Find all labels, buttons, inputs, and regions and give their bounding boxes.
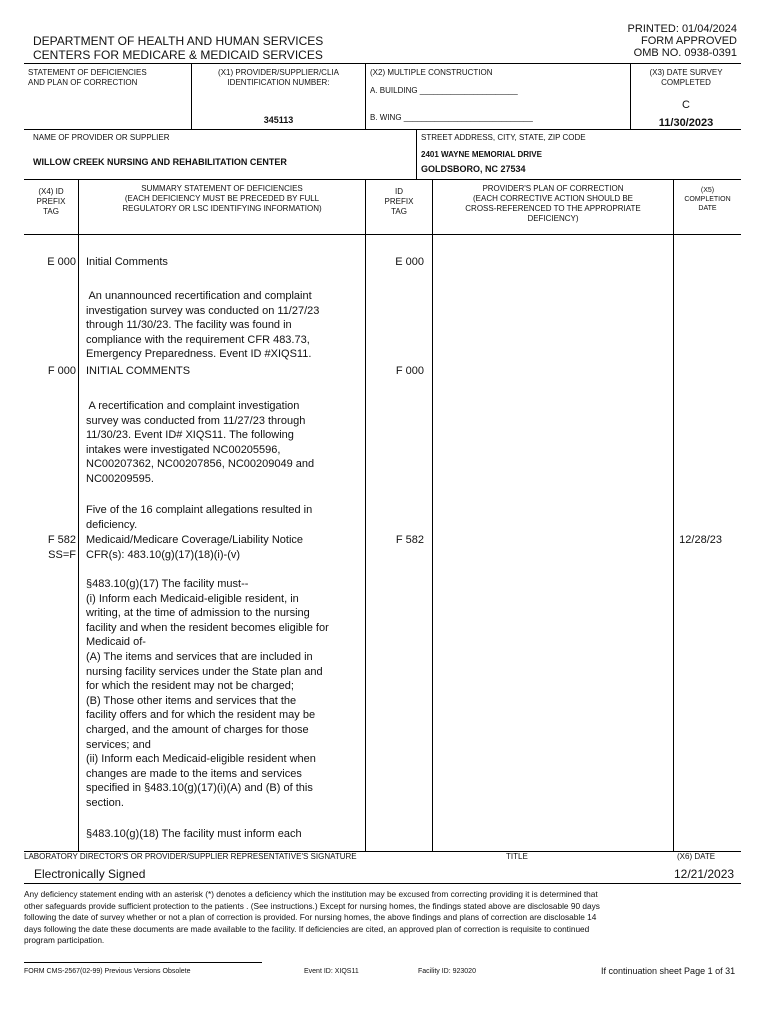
rule — [24, 234, 741, 235]
form-approved: FORM APPROVED — [641, 35, 737, 47]
department-name: DEPARTMENT OF HEALTH AND HUMAN SERVICES — [33, 34, 324, 48]
id-e000: E 000 — [395, 256, 424, 268]
plan-label-2: (EACH CORRECTIVE ACTION SHOULD BE — [472, 194, 634, 203]
x5-label-1: (X5) — [700, 187, 715, 194]
x3-letter: C — [682, 99, 690, 111]
provider-name: WILLOW CREEK NURSING AND REHABILITATION CENTER — [33, 157, 287, 167]
summary-label-2: (EACH DEFICIENCY MUST BE PRECEDED BY FULL — [124, 194, 320, 203]
x2-building: A. BUILDING ______________________ — [370, 86, 518, 95]
tag-f000: F 000 — [47, 365, 76, 377]
x1-label-2: IDENTIFICATION NUMBER: — [227, 78, 330, 87]
rule — [416, 129, 417, 179]
x4-label-2: PREFIX — [36, 197, 66, 206]
rule — [24, 129, 741, 130]
disclaimer-line: days following the date these documents are made available to the facility. If deficiencies are cited, an approved plan of correction is requisite to continued — [24, 923, 590, 934]
f582-text-line: for which the resident may not be charged; — [86, 680, 294, 693]
e000-text-line: An unannounced recertification and complaint — [86, 290, 312, 302]
rule — [673, 179, 674, 851]
f582-text-line: (A) The items and services that are included in — [86, 650, 313, 663]
x3-label-2: COMPLETED — [661, 78, 711, 87]
f582-text-line: nursing facility services under the State plan and — [86, 665, 323, 678]
id-label-2: PREFIX — [384, 197, 414, 206]
disclaimer-line: other safeguards provide sufficient protection to the patients . (See instructions.) Except for nursing homes, the findings stated above are disclosable 90 days — [24, 900, 600, 911]
plan-label-4: DEFICIENCY) — [527, 214, 579, 223]
f582-text-line: (i) Inform each Medicaid-eligible resident, in — [86, 592, 299, 605]
f582-text-line: facility and when the resident becomes eligible for — [86, 621, 329, 634]
e000-text-line: through 11/30/23. The facility was found in — [86, 319, 292, 332]
e000-text-line: Emergency Preparedness. Event ID #XIQS11. — [86, 348, 312, 361]
omb-number: OMB NO. 0938-0391 — [633, 47, 737, 59]
disclaimer-line: following the date of survey whether or not a plan of correction is provided. For nursing homes, the above findings and plans of correction are disclosable 14 — [24, 912, 597, 923]
rule — [78, 179, 79, 851]
printed-date: PRINTED: 01/04/2024 — [627, 23, 737, 35]
x5-label-2: COMPLETION — [684, 196, 731, 203]
facility-id: Facility ID: 923020 — [418, 968, 476, 975]
continuation-sheet: If continuation sheet Page 1 of 31 — [601, 966, 736, 976]
f582-text-line: changes are made to the items and services — [86, 767, 302, 780]
f582-title: Medicaid/Medicare Coverage/Liability Notice — [86, 534, 304, 546]
plan-label-1: PROVIDER'S PLAN OF CORRECTION — [482, 184, 624, 193]
form-number: FORM CMS-2567(02-99) Previous Versions Obsolete — [24, 968, 191, 975]
f582-text-line: Medicaid of- — [86, 636, 146, 649]
f582-text-line: services; and — [86, 738, 151, 751]
x2-wing: B. WING _____________________________ — [370, 113, 533, 122]
f000-text-line: 11/30/23. Event ID# XIQS11. The following — [86, 429, 294, 442]
title-label: TITLE — [506, 852, 528, 861]
event-id: Event ID: XIQS11 — [304, 968, 359, 975]
plan-label-3: CROSS-REFERENCED TO THE APPROPRIATE — [465, 204, 641, 213]
tag-ssf: SS=F — [48, 548, 76, 561]
f000-text-line: survey was conducted from 11/27/23 through — [86, 414, 306, 427]
f000-text2-line: Five of the 16 complaint allegations resulted in — [86, 504, 313, 516]
rule — [24, 179, 741, 180]
x1-label-1: (X1) PROVIDER/SUPPLIER/CLIA — [218, 68, 339, 77]
f582-text-line: writing, at the time of admission to the nursing — [86, 607, 310, 620]
disclaimer-line: Any deficiency statement ending with an asterisk (*) denotes a deficiency which the institution may be excused from correcting providing it is determined that — [24, 889, 598, 899]
street-address: 2401 WAYNE MEMORIAL DRIVE — [421, 150, 542, 159]
f582-text-line: charged, and the amount of charges for those — [86, 723, 309, 736]
f000-text-line: intakes were investigated NC00205596, — [86, 443, 281, 456]
statement-label-1: STATEMENT OF DEFICIENCIES — [28, 68, 147, 77]
f582-text-line: facility offers and for which the resident may be — [86, 709, 316, 722]
x5-label-3: DATE — [698, 205, 717, 212]
rule — [24, 883, 741, 884]
f582-text2: §483.10(g)(18) The facility must inform each — [86, 828, 302, 840]
signature-value: Electronically Signed — [34, 867, 146, 881]
disclaimer-line: program participation. — [24, 935, 105, 946]
f582-text-line: section. — [86, 796, 124, 809]
address-label: STREET ADDRESS, CITY, STATE, ZIP CODE — [421, 133, 586, 142]
f000-title: INITIAL COMMENTS — [86, 365, 191, 377]
tag-e000: E 000 — [47, 256, 76, 268]
summary-label-3: REGULATORY OR LSC IDENTIFYING INFORMATION) — [122, 204, 322, 213]
signature-date: 12/21/2023 — [674, 867, 735, 881]
f582-completion-date: 12/28/23 — [679, 534, 722, 546]
x6-date-label: (X6) DATE — [677, 852, 716, 861]
e000-title: Initial Comments — [86, 256, 168, 268]
rule — [365, 63, 366, 129]
f582-cfr: CFR(s): 483.10(g)(17)(18)(i)-(v) — [86, 548, 241, 561]
f582-text-line: specified in §483.10(g)(17)(i)(A) and (B) of this — [86, 782, 313, 795]
x3-label-1: (X3) DATE SURVEY — [649, 68, 723, 77]
survey-completed-date: 11/30/2023 — [658, 117, 714, 129]
e000-text-line: investigation survey was conducted on 11/27/23 — [86, 304, 320, 317]
footer-rule — [24, 962, 262, 963]
f582-text-line: §483.10(g)(17) The facility must-- — [86, 578, 249, 590]
city-state-zip: GOLDSBORO, NC 27534 — [421, 164, 526, 174]
f582-text-line: (ii) Inform each Medicaid-eligible resident when — [86, 753, 316, 766]
rule — [365, 179, 366, 851]
e000-text-line: compliance with the requirement CFR 483.73, — [86, 333, 310, 346]
id-label-1: ID — [395, 187, 403, 196]
f000-text-line: NC00207362, NC00207856, NC00209049 and — [86, 458, 315, 471]
f000-text-line: NC00209595. — [86, 472, 154, 485]
centers-name: CENTERS FOR MEDICARE & MEDICAID SERVICES — [33, 48, 323, 62]
id-f000: F 000 — [395, 365, 424, 377]
tag-f582: F 582 — [47, 534, 76, 546]
signature-label: LABORATORY DIRECTOR'S OR PROVIDER/SUPPLIER REPRESENTATIVE'S SIGNATURE — [24, 852, 357, 861]
f000-text2-line: deficiency. — [86, 518, 138, 531]
f582-text-line: (B) Those other items and services that the — [86, 694, 297, 707]
provider-name-label: NAME OF PROVIDER OR SUPPLIER — [33, 133, 170, 142]
provider-id-number: 345113 — [263, 115, 294, 125]
rule — [432, 179, 433, 851]
statement-label-2: AND PLAN OF CORRECTION — [28, 78, 138, 87]
x2-label: (X2) MULTIPLE CONSTRUCTION — [370, 68, 493, 77]
f000-text-line: A recertification and complaint investigation — [86, 400, 300, 412]
summary-label-1: SUMMARY STATEMENT OF DEFICIENCIES — [141, 184, 303, 193]
id-label-3: TAG — [391, 207, 407, 216]
id-f582: F 582 — [395, 534, 424, 546]
x4-label-1: (X4) ID — [38, 187, 64, 196]
x4-label-3: TAG — [43, 207, 59, 216]
top-rule — [24, 63, 741, 64]
